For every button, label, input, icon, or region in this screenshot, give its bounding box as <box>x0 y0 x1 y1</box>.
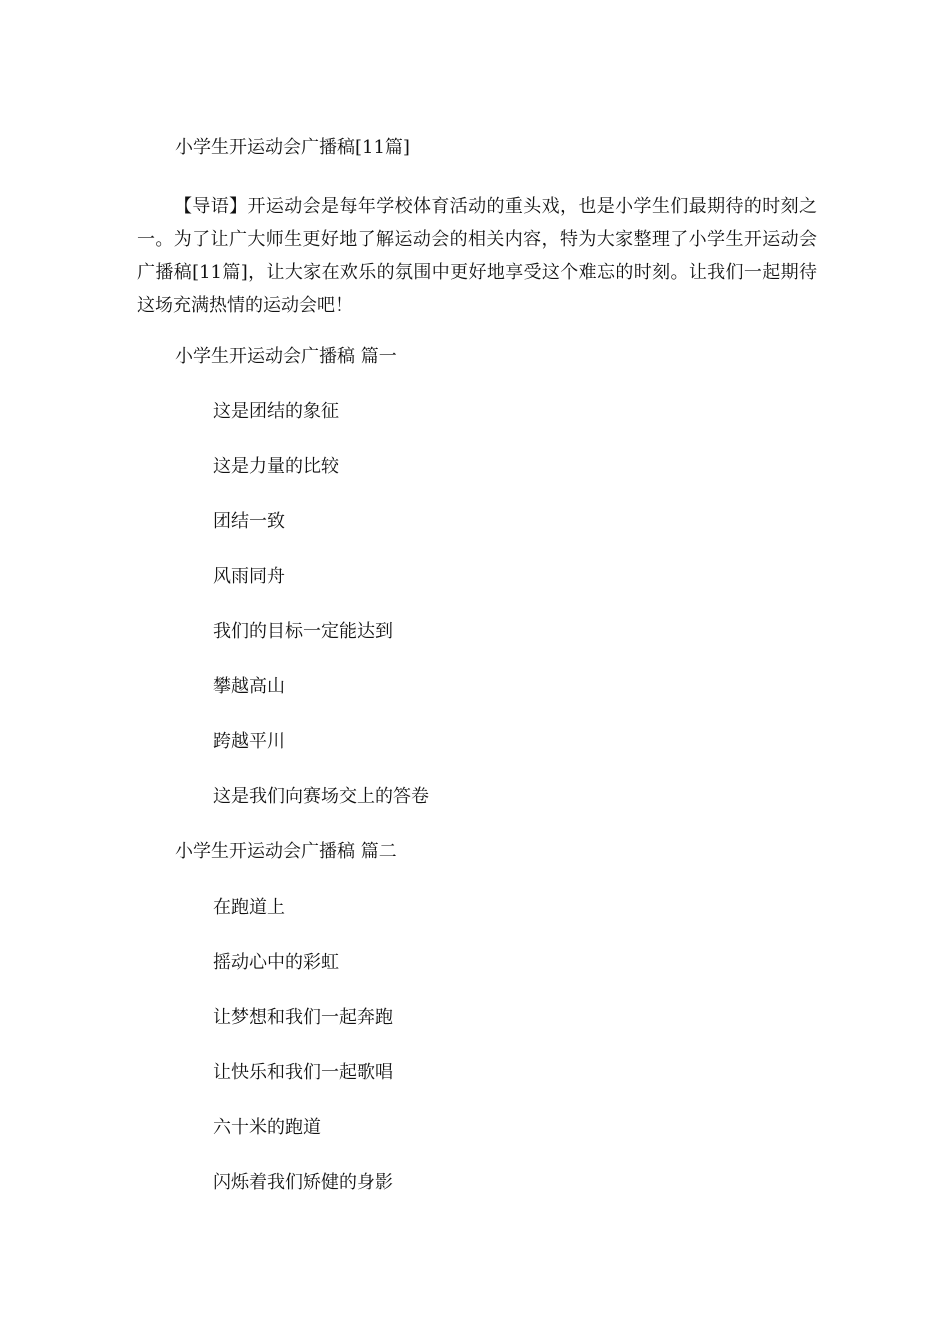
section-heading: 小学生开运动会广播稿 篇二 <box>175 841 397 862</box>
verse-line: 风雨同舟 <box>213 566 285 587</box>
verse-line: 跨越平川 <box>213 731 285 752</box>
verse-line: 这是我们向赛场交上的答卷 <box>213 786 429 807</box>
verse-line: 六十米的跑道 <box>213 1117 321 1138</box>
verse-line: 我们的目标一定能达到 <box>213 621 393 642</box>
section-heading: 小学生开运动会广播稿 篇一 <box>175 346 397 367</box>
verse-line: 团结一致 <box>213 511 285 532</box>
verse-line: 摇动心中的彩虹 <box>213 952 339 973</box>
verse-line: 攀越高山 <box>213 676 285 697</box>
verse-line: 在跑道上 <box>213 897 285 918</box>
verse-line: 让快乐和我们一起歌唱 <box>213 1062 393 1083</box>
intro-paragraph: 【导语】开运动会是每年学校体育活动的重头戏，也是小学生们最期待的时刻之一。为了让广大师生更好地了解运动会的相关内容，特为大家整理了小学生开运动会广播稿[11篇]，让大家在欢乐的氛围中更好地享受这个难忘的时刻。让我们一起期待这场充满热情的运动会吧！ <box>137 196 817 316</box>
verse-line: 这是力量的比较 <box>213 456 339 477</box>
document-title: 小学生开运动会广播稿[11篇] <box>175 137 410 158</box>
verse-line: 这是团结的象征 <box>213 401 339 422</box>
verse-line: 闪烁着我们矫健的身影 <box>213 1172 393 1193</box>
verse-line: 让梦想和我们一起奔跑 <box>213 1007 393 1028</box>
